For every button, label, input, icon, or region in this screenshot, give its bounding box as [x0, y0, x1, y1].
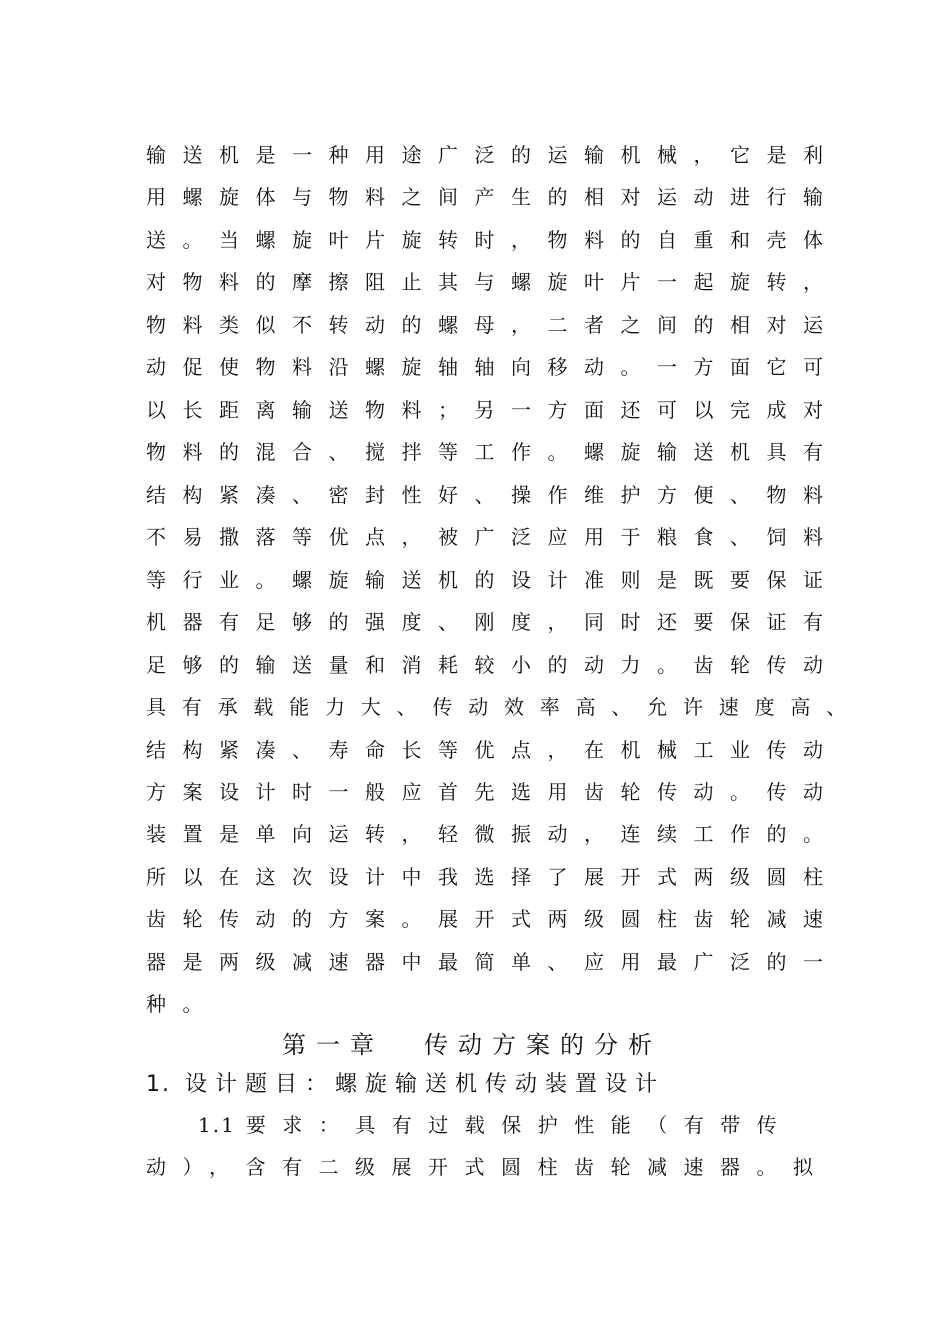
requirement-text-1: 要求：具有过载保护性能（有带传 — [245, 1113, 794, 1137]
chapter-title: 传动方案的分析 — [424, 1031, 662, 1059]
chapter-label: 第一章 — [282, 1031, 384, 1059]
paragraph-line: 以长距离输送物料；另一方面还可以完成对 — [146, 398, 840, 422]
paragraph-line: 齿轮传动的方案。展开式两级圆柱齿轮减速 — [146, 907, 840, 931]
paragraph-line: 对物料的摩擦阻止其与螺旋叶片一起旋转， — [146, 270, 840, 294]
paragraph-line: 机器有足够的强度、刚度，同时还要保证有 — [146, 610, 840, 634]
requirement-number: 1.1 — [198, 1113, 236, 1137]
paragraph-line: 送。当螺旋叶片旋转时，物料的自重和壳体 — [146, 228, 840, 252]
paragraph-line: 物料的混合、搅拌等工作。螺旋输送机具有 — [146, 440, 840, 464]
section-heading — [146, 1071, 665, 1099]
paragraph-line: 动促使物料沿螺旋轴轴向移动。一方面它可 — [146, 355, 840, 379]
paragraph-line: 结构紧凑、寿命长等优点，在机械工业传动 — [146, 738, 840, 762]
paragraph-line: 足够的输送量和消耗较小的动力。齿轮传动 — [146, 653, 840, 677]
paragraph-line: 结构紧凑、密封性好、操作维护方便、物料 — [146, 483, 840, 507]
chapter-heading — [282, 1030, 662, 1060]
paragraph-line: 用螺旋体与物料之间产生的相对运动进行输 — [146, 185, 840, 209]
paragraph-line: 物料类似不转动的螺母，二者之间的相对运 — [146, 313, 840, 337]
requirement-line-2: 动），含有二级展开式圆柱齿轮减速器。拟 — [146, 1155, 830, 1179]
paragraph-line: 装置是单向运转，轻微振动，连续工作的。 — [146, 822, 840, 846]
section-number: 1. — [146, 1072, 171, 1097]
section-heading-label: 设计题目： — [185, 1072, 336, 1097]
paragraph-line: 方案设计时一般应首先选用齿轮传动。传动 — [146, 780, 840, 804]
paragraph-line: 具有承载能力大、传动效率高、允许速度高、 — [146, 695, 862, 719]
paragraph-line: 不易撒落等优点，被广泛应用于粮食、饲料 — [146, 525, 840, 549]
paragraph-line: 种。 — [146, 992, 219, 1016]
paragraph-line: 器是两级减速器中最简单、应用最广泛的一 — [146, 950, 840, 974]
section-title: 螺旋输送机传动装置设计 — [335, 1072, 666, 1097]
paragraph-line: 所以在这次设计中我选择了展开式两级圆柱 — [146, 865, 840, 889]
requirement-line-1 — [198, 1113, 793, 1137]
paragraph-line: 输送机是一种用途广泛的运输机械，它是利 — [146, 143, 840, 167]
paragraph-line: 等行业。螺旋输送机的设计准则是既要保证 — [146, 568, 840, 592]
